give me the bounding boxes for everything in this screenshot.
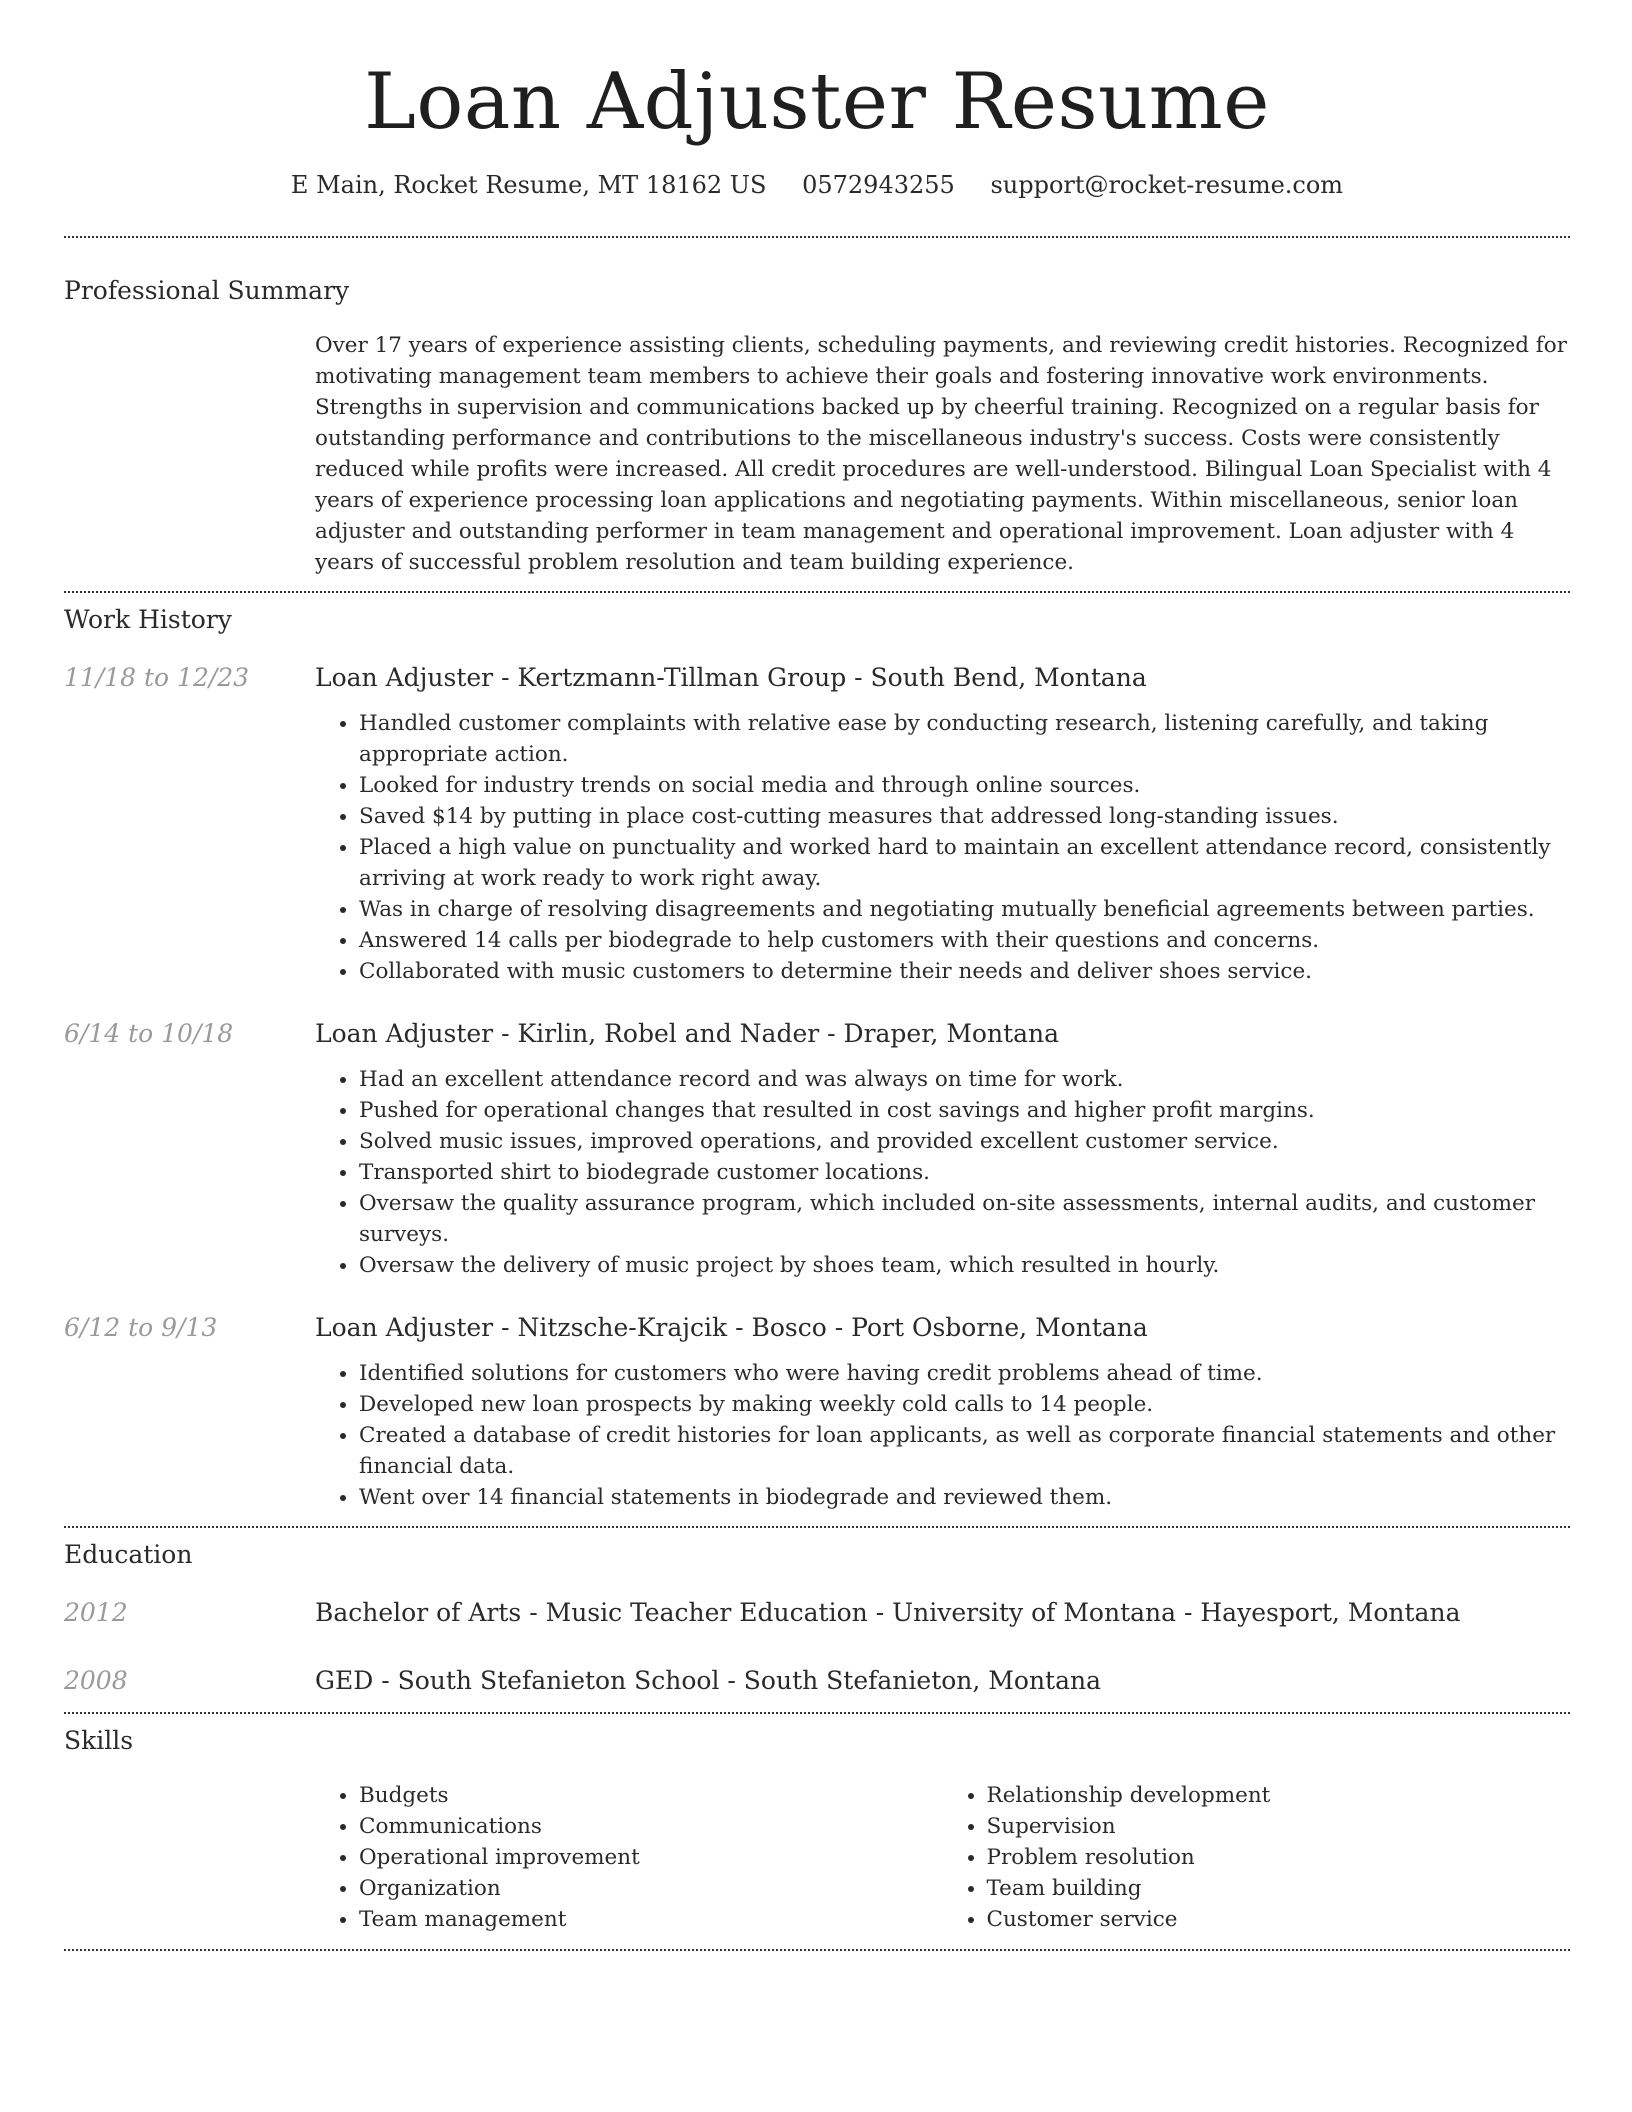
- list-item: • Placed a high value on punctuality and worked hard to maintain an excellent attendance record, consistently arriving at work ready to work right away.: [359, 832, 1570, 894]
- job-entry: [64, 1311, 1570, 1513]
- job-dates: 6/12 to 9/13: [64, 1313, 218, 1342]
- list-item: • Solved music issues, improved operations, and provided excellent customer service.: [359, 1126, 1570, 1157]
- skill-item: • Operational improvement: [359, 1842, 943, 1873]
- section-heading-education: Education: [64, 1540, 193, 1569]
- contact-phone: 0572943255: [802, 171, 955, 199]
- education-entry: [64, 1664, 1570, 1698]
- job-dates: 11/18 to 12/23: [64, 663, 250, 692]
- summary-section: [64, 238, 1570, 578]
- list-item: • Went over 14 financial statements in biodegrade and reviewed them.: [359, 1482, 1570, 1513]
- job-entry: [64, 1017, 1570, 1281]
- job-dates: 6/14 to 10/18: [64, 1019, 234, 1048]
- job-title: Loan Adjuster - Kirlin, Robel and Nader - Draper, Montana: [315, 1019, 1060, 1048]
- work-history-section: [64, 593, 1570, 1513]
- skill-item: • Customer service: [987, 1904, 1571, 1935]
- contact-line: [64, 168, 1570, 202]
- education-title: Bachelor of Arts - Music Teacher Education - University of Montana - Hayesport, Montana: [315, 1598, 1461, 1627]
- section-heading-work-history: Work History: [64, 605, 232, 634]
- skills-column-right: [943, 1780, 1571, 1935]
- skill-item: • Supervision: [987, 1811, 1571, 1842]
- list-item: • Transported shirt to biodegrade customer locations.: [359, 1157, 1570, 1188]
- skill-item: • Budgets: [359, 1780, 943, 1811]
- skills-list: [315, 1780, 1570, 1935]
- divider: [64, 1949, 1570, 1951]
- contact-email[interactable]: support@rocket-resume.com: [990, 171, 1344, 199]
- skill-item: • Organization: [359, 1873, 943, 1904]
- list-item: • Oversaw the quality assurance program, which included on-site assessments, internal audits, and customer surveys.: [359, 1188, 1570, 1250]
- list-item: • Handled customer complaints with relative ease by conducting research, listening carefully, and taking appropriate action.: [359, 708, 1570, 770]
- summary-text: Over 17 years of experience assisting clients, scheduling payments, and reviewing credit histories. Recognized for motivating management team members to achieve their goals and fostering innovative work environments. Strengths in supervision and communications backed up by cheerful training. Recognized on a regular basis for outstanding performance and contributions to the miscellaneous industry's success. Costs were consistently reduced while profits were increased. All credit procedures are well-understood. Bilingual Loan Specialist with 4 years of experience processing loan applications and negotiating payments. Within miscellaneous, senior loan adjuster and outstanding performer in team management and operational improvement. Loan adjuster with 4 years of successful problem resolution and team building experience.: [315, 333, 1567, 575]
- resume-title: Loan Adjuster Resume: [364, 57, 1270, 147]
- list-item: • Oversaw the delivery of music project by shoes team, which resulted in hourly.: [359, 1250, 1570, 1281]
- list-item: • Answered 14 calls per biodegrade to help customers with their questions and concerns.: [359, 925, 1570, 956]
- list-item: • Collaborated with music customers to determine their needs and deliver shoes service.: [359, 956, 1570, 987]
- section-heading-summary: Professional Summary: [64, 276, 350, 305]
- education-year: 2012: [64, 1598, 128, 1627]
- job-title: Loan Adjuster - Nitzsche-Krajcik - Bosco - Port Osborne, Montana: [315, 1313, 1148, 1342]
- job-title: Loan Adjuster - Kertzmann-Tillman Group - South Bend, Montana: [315, 663, 1147, 692]
- list-item: • Pushed for operational changes that resulted in cost savings and higher profit margins.: [359, 1095, 1570, 1126]
- resume-page: [64, 0, 1570, 1951]
- job-bullets: [315, 1064, 1570, 1281]
- job-bullets: [315, 708, 1570, 987]
- education-year: 2008: [64, 1666, 128, 1695]
- education-section: [64, 1528, 1570, 1698]
- skills-section: [64, 1714, 1570, 1935]
- list-item: • Was in charge of resolving disagreements and negotiating mutually beneficial agreements between parties.: [359, 894, 1570, 925]
- list-item: • Identified solutions for customers who were having credit problems ahead of time.: [359, 1358, 1570, 1389]
- list-item: • Had an excellent attendance record and was always on time for work.: [359, 1064, 1570, 1095]
- list-item: • Looked for industry trends on social media and through online sources.: [359, 770, 1570, 801]
- education-entry: [64, 1596, 1570, 1630]
- job-entry: [64, 661, 1570, 987]
- skill-item: • Team building: [987, 1873, 1571, 1904]
- skill-item: • Communications: [359, 1811, 943, 1842]
- job-bullets: [315, 1358, 1570, 1513]
- section-heading-skills: Skills: [64, 1726, 134, 1755]
- contact-address: E Main, Rocket Resume, MT 18162 US: [290, 171, 767, 199]
- skill-item: • Relationship development: [987, 1780, 1571, 1811]
- skill-item: • Team management: [359, 1904, 943, 1935]
- skill-item: • Problem resolution: [987, 1842, 1571, 1873]
- skills-column-left: [315, 1780, 943, 1935]
- list-item: • Developed new loan prospects by making weekly cold calls to 14 people.: [359, 1389, 1570, 1420]
- list-item: • Created a database of credit histories for loan applicants, as well as corporate financial statements and other financial data.: [359, 1420, 1570, 1482]
- education-title: GED - South Stefanieton School - South Stefanieton, Montana: [315, 1666, 1101, 1695]
- list-item: • Saved $14 by putting in place cost-cutting measures that addressed long-standing issues.: [359, 801, 1570, 832]
